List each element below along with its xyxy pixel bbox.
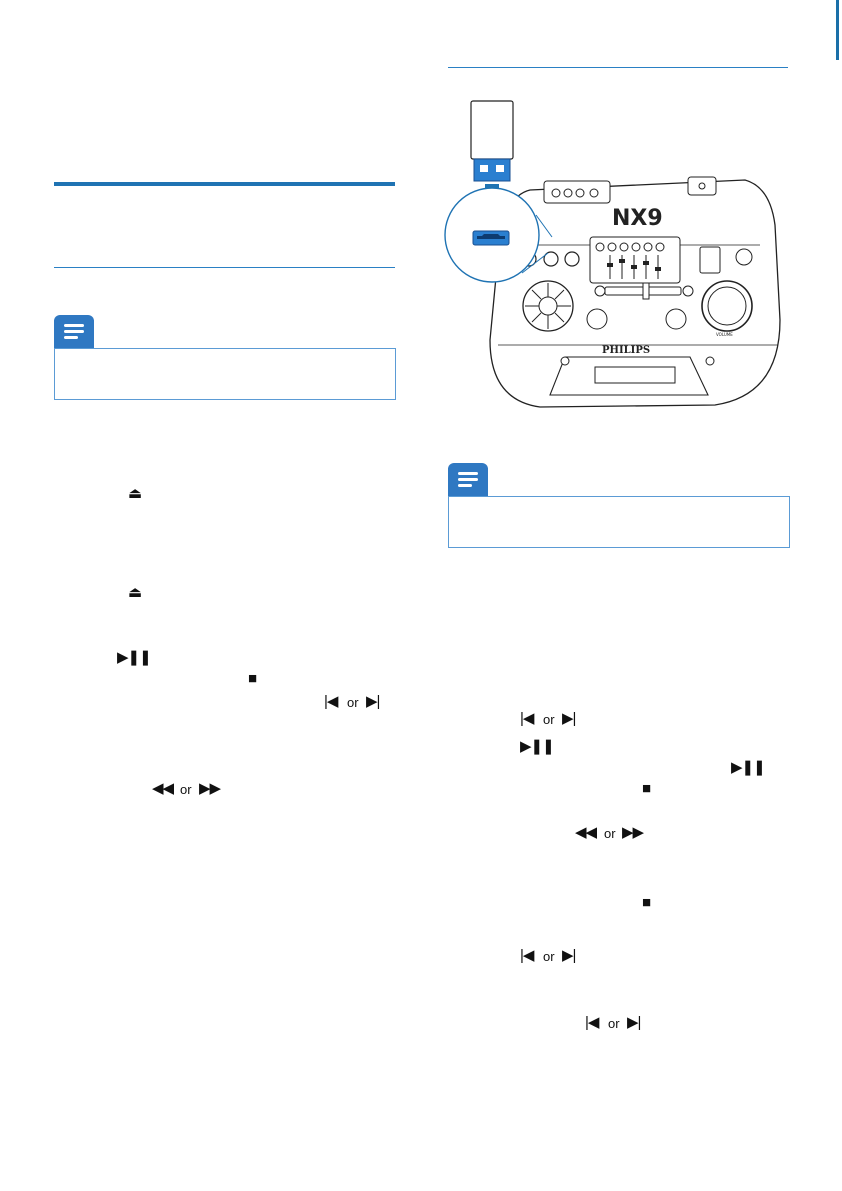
- or-text: or: [180, 782, 192, 797]
- rewind-icon: ◀◀: [575, 824, 597, 841]
- eject-icon: ⏏: [128, 584, 142, 601]
- play-pause-icon: ▶❚❚: [731, 759, 765, 776]
- model-logo: NX9: [612, 206, 663, 231]
- fast-forward-icon: ▶▶: [622, 824, 644, 841]
- fast-forward-icon: ▶▶: [199, 780, 221, 797]
- or-text: or: [543, 949, 555, 964]
- note-icon: [54, 315, 94, 348]
- or-text: or: [347, 695, 359, 710]
- subsection-rule: [448, 67, 788, 68]
- previous-icon: |◀: [585, 1014, 599, 1031]
- subsection-rule: [54, 267, 395, 268]
- stop-icon: ■: [642, 894, 651, 911]
- next-icon: ▶|: [562, 947, 576, 964]
- next-icon: ▶|: [627, 1014, 641, 1031]
- page-edge-rule: [836, 0, 839, 60]
- next-icon: ▶|: [366, 693, 380, 710]
- previous-icon: |◀: [324, 693, 338, 710]
- or-text: or: [604, 826, 616, 841]
- stop-icon: ■: [248, 670, 257, 687]
- play-pause-icon: ▶❚❚: [117, 649, 151, 666]
- rewind-icon: ◀◀: [152, 780, 174, 797]
- or-text: or: [543, 712, 555, 727]
- or-text: or: [608, 1016, 620, 1031]
- section-heading-rule: [54, 182, 395, 186]
- usb-connection-illustration: [440, 95, 790, 415]
- svg-text:VOLUME: VOLUME: [716, 332, 733, 337]
- note-box: [54, 348, 396, 400]
- previous-icon: |◀: [520, 947, 534, 964]
- stop-icon: ■: [642, 780, 651, 797]
- play-pause-icon: ▶❚❚: [520, 738, 554, 755]
- eject-icon: ⏏: [128, 485, 142, 502]
- usb-stick: [471, 101, 513, 159]
- next-icon: ▶|: [562, 710, 576, 727]
- volume-knob: [702, 281, 752, 331]
- previous-icon: |◀: [520, 710, 534, 727]
- note-box: [448, 496, 790, 548]
- jog-wheel: [523, 281, 573, 331]
- brand-logo: PHILIPS: [602, 345, 651, 356]
- note-icon: [448, 463, 488, 496]
